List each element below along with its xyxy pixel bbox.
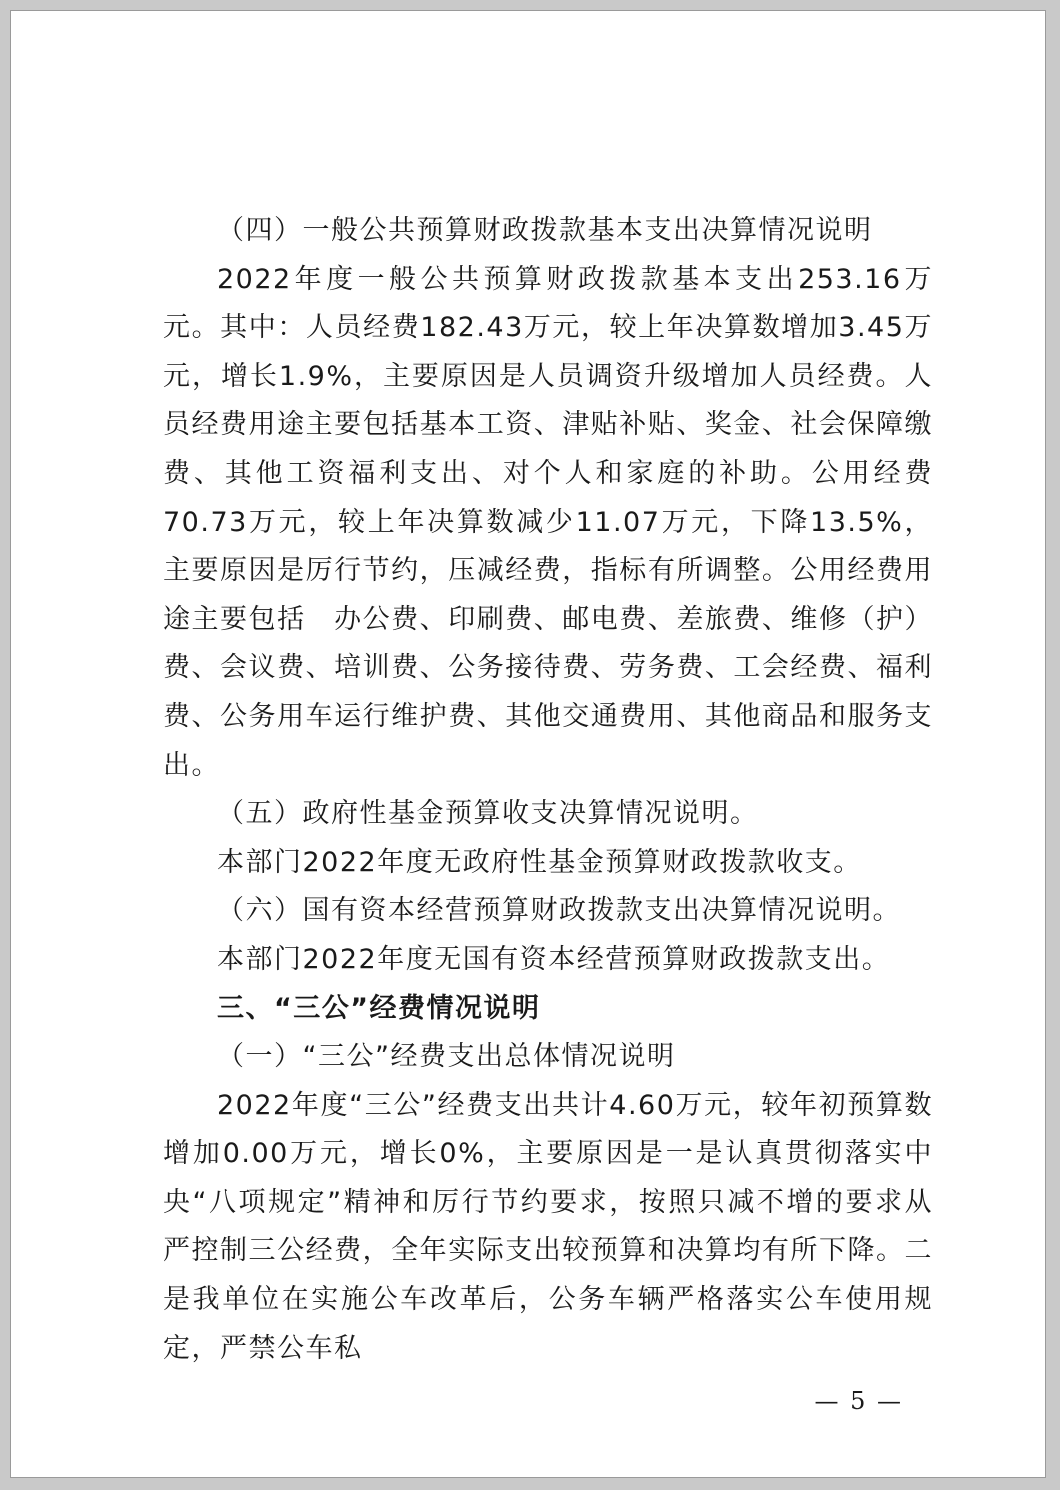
paragraph-state-capital: 本部门2022年度无国有资本经营预算财政拨款支出。	[217, 943, 891, 975]
paragraph-three-public-overview: 2022年度“三公”经费支出共计4.60万元，较年初预算数增加0.00万元，增长0%，主要原因是一是认真贯彻落实中央“八项规定”精神和厉行节约要求，按照只减不增的要求从严控制三公经费，全年实际支出较预算和决算均有所下降。二是我单位在实施公车改革后，公务车辆严格落实公车使用规定，严禁公车私	[163, 1089, 933, 1364]
chapter-heading-three-public: 三、“三公”经费情况说明	[217, 992, 541, 1024]
paragraph-basic-expenditure: 2022年度一般公共预算财政拨款基本支出253.16万元。其中：人员经费182.43万元，较上年决算数增加3.45万元，增长1.9%，主要原因是人员调资升级增加人员经费。人员经费用途主要包括基本工资、津贴补贴、奖金、社会保障缴费、其他工资福利支出、对个人和家庭的补助。公用经费70.73万元，较上年决算数减少11.07万元，下降13.5%，主要原因是厉行节约，压减经费，指标有所调整。公用经费用途主要包括 办公费、印刷费、邮电费、差旅费、维修（护）费、会议费、培训费、公务接待费、劳务费、工会经费、福利费、公务用车运行维护费、其他交通费用、其他商品和服务支出。	[163, 263, 933, 781]
page-number: — 5 —	[814, 1387, 903, 1415]
document-page	[10, 10, 1046, 1478]
section-heading-6: （六）国有资本经营预算财政拨款支出决算情况说明。	[217, 895, 901, 927]
section-heading-5: （五）政府性基金预算收支决算情况说明。	[217, 798, 759, 830]
body-text	[163, 207, 933, 1373]
section-heading-3-1: （一）“三公”经费支出总体情况说明	[217, 1041, 676, 1073]
paragraph-government-fund: 本部门2022年度无政府性基金预算财政拨款收支。	[217, 846, 862, 878]
section-heading-4: （四）一般公共预算财政拨款基本支出决算情况说明	[217, 215, 873, 246]
